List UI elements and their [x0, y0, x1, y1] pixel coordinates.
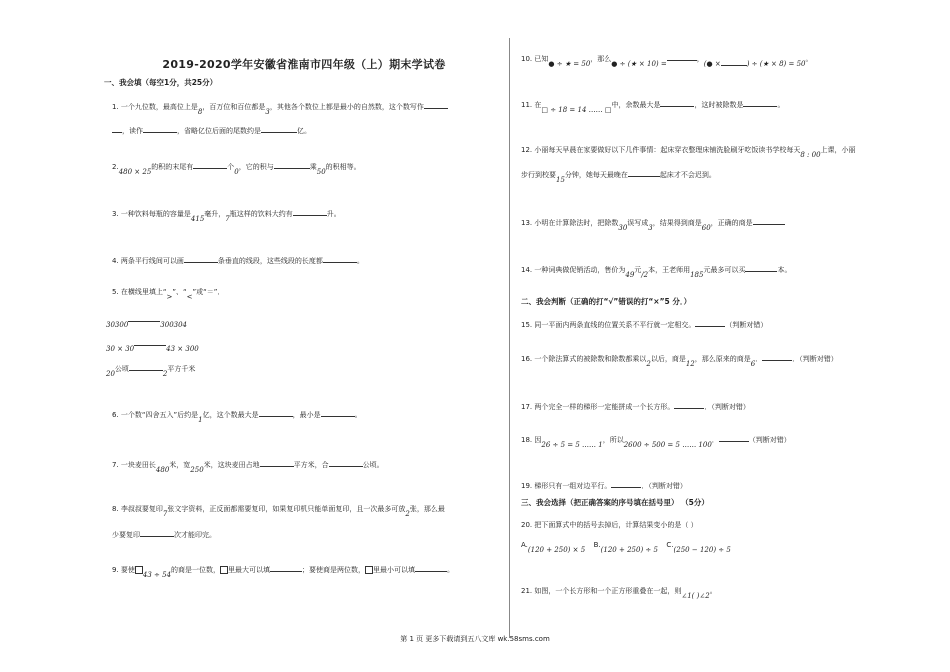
- question-14: 14. 一种词典做促销活动，售价为49元/2本，王老师用185元最多可以买 本。: [521, 263, 791, 276]
- answer-blank[interactable]: [134, 337, 166, 346]
- answer-blank[interactable]: [128, 313, 160, 322]
- question-5-row-1: 30300 300304: [106, 318, 187, 331]
- answer-blank[interactable]: [424, 100, 448, 109]
- answer-blank[interactable]: [674, 400, 704, 409]
- question-6: 6. 一个数“四舍五入”后约是1亿，这个数最大是 ，最小是 。: [112, 408, 362, 421]
- column-divider: [509, 38, 510, 638]
- question-1-line-2: ，读作 ，省略亿位后面的尾数约是 亿。: [112, 124, 311, 137]
- square-box-icon: [220, 566, 228, 574]
- question-5: 5. 在横线里填上“>”、“<”或“＝”．: [112, 288, 225, 301]
- answer-blank[interactable]: [743, 98, 777, 107]
- option-a[interactable]: A.(120 + 250) × 5: [521, 541, 586, 554]
- question-12: 12. 小丽每天早晨在家要做好以下几件事情：起床穿衣整理床铺洗脸刷牙吃饭读书学校每天8 : 00上课，小丽: [521, 146, 856, 159]
- question-17: 17. 两个完全一样的梯形一定能拼成一个长方形。 ．（判断对错）: [521, 400, 750, 413]
- square-box-icon: [365, 566, 373, 574]
- question-20-options: [521, 540, 731, 554]
- question-10: 10. 已知● ÷ ★ = 50，那么● ÷ (★ × 10) =，(● × ) ÷ (★ × 8) = 50。: [521, 52, 812, 65]
- answer-blank[interactable]: [762, 352, 792, 361]
- question-9: 9. 要使43 ÷ 54的商是一位数， 里最大可以填 ；要使商是两位数， 里最小可以填 。: [112, 563, 454, 576]
- question-12-line-2: 步行到校要15分钟，她每天最晚在 起床才不会迟到。: [521, 168, 716, 181]
- answer-blank[interactable]: [695, 318, 725, 327]
- answer-blank[interactable]: [721, 57, 747, 66]
- question-16: 16. 一个除法算式的被除数和除数都乘以2以后，商是12，那么原来的商是6． ．（判断对错）: [521, 352, 838, 365]
- question-1: 1. 一个九位数，最高位上是8，百万位和百位都是3，其他各个数位上都是最小的自然数，这个数写作: [112, 100, 448, 113]
- answer-blank[interactable]: [260, 458, 294, 467]
- answer-blank[interactable]: [184, 254, 218, 263]
- answer-blank[interactable]: [129, 362, 163, 371]
- answer-blank[interactable]: [415, 563, 447, 572]
- answer-blank[interactable]: [628, 168, 660, 177]
- question-3: 3. 一种饮料每瓶的容量是415毫升，7瓶这样的饮料大约有 升。: [112, 207, 341, 220]
- page-title: 2019-2020学年安徽省淮南市四年级（上）期末学试卷: [162, 58, 446, 71]
- answer-blank[interactable]: [323, 254, 357, 263]
- question-5-row-2: 30 × 30 43 × 300: [106, 342, 199, 355]
- answer-blank[interactable]: [321, 408, 355, 417]
- section-1-heading: 一、我会填（每空1分，共25分）: [104, 78, 218, 87]
- answer-blank[interactable]: [261, 124, 297, 133]
- section-3-heading: 三、我会选择（把正确答案的序号填在括号里） （5分）: [521, 498, 709, 507]
- answer-blank[interactable]: [143, 124, 177, 133]
- section-2-heading: 二、我会判断（正确的打“√”错误的打“×”5 分．）: [521, 297, 692, 306]
- answer-blank[interactable]: [112, 124, 122, 133]
- question-5-row-3: 20公顷2平方千米: [106, 362, 195, 375]
- answer-blank[interactable]: [611, 479, 641, 488]
- answer-blank[interactable]: [270, 563, 302, 572]
- answer-blank[interactable]: [259, 408, 293, 417]
- answer-blank[interactable]: [274, 160, 310, 169]
- answer-blank[interactable]: [667, 52, 697, 61]
- answer-blank[interactable]: [193, 160, 227, 169]
- answer-blank[interactable]: [329, 458, 363, 467]
- question-20: 20. 把下面算式中的括号去掉后，计算结果变小的是（ ）: [521, 521, 698, 529]
- option-b[interactable]: B.(120 + 250) ÷ 5: [593, 541, 658, 554]
- answer-blank[interactable]: [293, 207, 327, 216]
- answer-blank[interactable]: [140, 528, 174, 537]
- question-21: 21. 如图，一个长方形和一个正方形重叠在一起，则∠1( )∠2。: [521, 587, 717, 600]
- answer-blank[interactable]: [660, 98, 694, 107]
- question-19: 19. 梯形只有一组对边平行。 ．（判断对错）: [521, 479, 687, 492]
- question-7: 7. 一块麦田长480米，宽250米，这块麦田占地 平方米，合 公顷。: [112, 458, 384, 471]
- square-box-icon: [135, 566, 143, 574]
- question-18: 18. 因26 ÷ 5 = 5 …… 1，所以2600 ÷ 500 = 5 …… 100． （判断对错）: [521, 433, 791, 446]
- question-15: 15. 同一平面内两条直线的位置关系不平行就一定相交。 （判断对错）: [521, 318, 767, 331]
- question-13: 13. 小明在计算除法时，把除数30误写成3，结果得到商是60，正确的商是: [521, 216, 785, 229]
- page-footer: 第 1 页 更多下载请到五八文库 wk.58sms.com: [400, 635, 550, 643]
- question-8-line-2: 少要复印 次才能印完。: [112, 528, 216, 541]
- question-8: 8. 李叔叔要复印7张文字资料，正反面都需要复印，如果复印机只能单面复印，且一次最多可放2张，那么最: [112, 505, 445, 518]
- answer-blank[interactable]: [719, 433, 749, 442]
- option-c[interactable]: C.(250 − 120) ÷ 5: [666, 541, 731, 554]
- question-2: 2.480 × 25的积的末尾有 个0，它的积与 乘50的积相等。: [112, 160, 361, 173]
- question-11: 11. 在□ ÷ 18 = 14 …… □中，余数最大是 ，这时被除数是 。: [521, 98, 784, 111]
- answer-blank[interactable]: [753, 216, 785, 225]
- answer-blank[interactable]: [745, 263, 777, 272]
- question-4: 4. 两条平行线间可以画 条垂直的线段，这些线段的长度都 。: [112, 254, 364, 267]
